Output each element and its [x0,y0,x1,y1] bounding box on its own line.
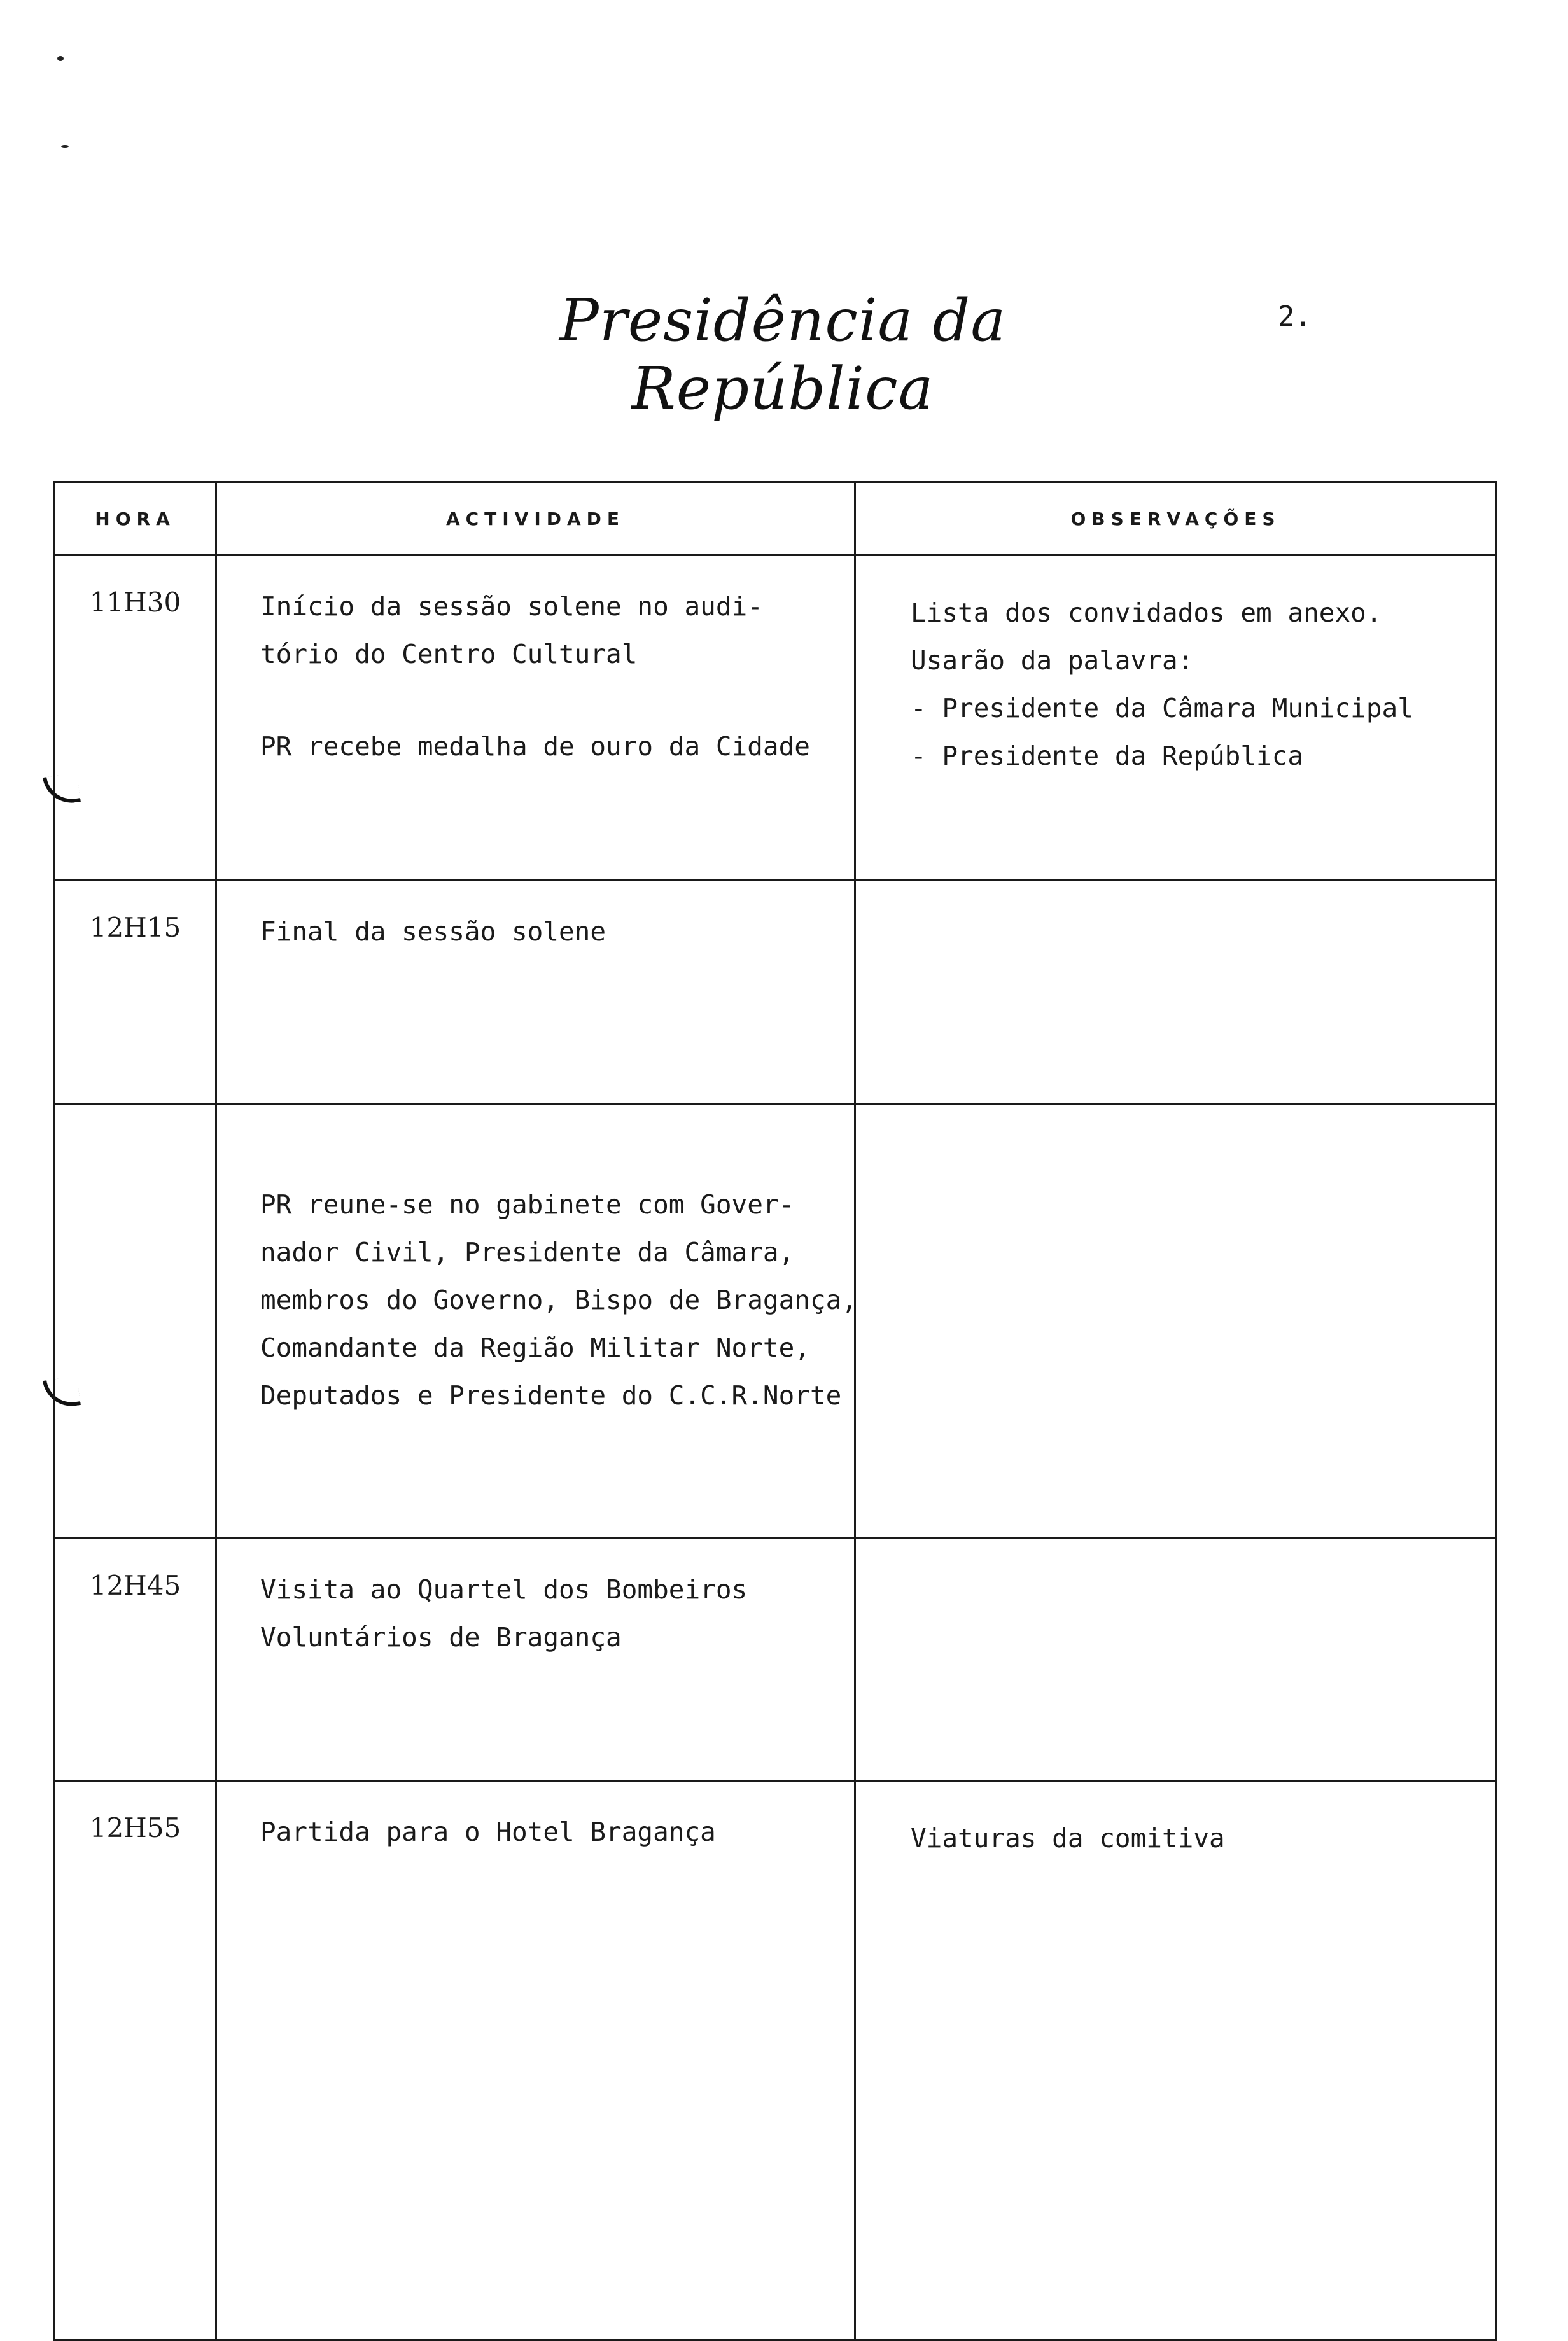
time-cell: 12H15 [55,881,216,1104]
scan-speck [57,56,64,61]
time-cell: 12H55 [55,1781,216,2340]
activity-line: Final da sessão solene [260,916,606,947]
activity-line: tório do Centro Cultural [260,639,638,669]
activity-line: Voluntários de Bragança [260,1622,622,1653]
table-row [55,1104,1497,1539]
observations-cell [855,556,1497,881]
activity-line: Comandante da Região Militar Norte, [260,1332,810,1363]
observations-cell [855,1781,1497,2340]
observation-line: Viaturas da comitiva [911,1823,1225,1854]
activity-line: PR reune-se no gabinete com Gover- [260,1189,795,1220]
table-row [55,881,1497,1104]
scan-speck [61,145,69,148]
time-cell: 12H45 [55,1539,216,1781]
activity-cell [216,1781,855,2340]
observations-cell [855,1539,1497,1781]
table-row [55,1781,1497,2340]
observations-cell [855,881,1497,1104]
table-header-row [55,482,1497,556]
observation-line: Usarão da palavra: [911,645,1194,676]
time-cell: 11H30 [55,556,216,881]
table-row [55,556,1497,881]
column-header-hora: HORA [55,482,216,556]
page-number: 2. [1278,300,1312,333]
activity-line: Visita ao Quartel dos Bombeiros [260,1574,748,1605]
column-header-observacoes: OBSERVAÇÕES [855,482,1497,556]
activity-cell [216,556,855,881]
activity-line: membros do Governo, Bispo de Bragança, [260,1285,857,1315]
activity-cell [216,881,855,1104]
observations-cell [855,1104,1497,1539]
observation-line: - Presidente da Câmara Municipal [911,693,1413,723]
column-header-actividade: ACTIVIDADE [216,482,855,556]
activity-line: Deputados e Presidente do C.C.R.Norte [260,1380,842,1411]
blank-line [260,678,829,723]
activity-line: Partida para o Hotel Bragança [260,1817,716,1847]
activity-cell [216,1104,855,1539]
time-cell [55,1104,216,1539]
activity-cell [216,1539,855,1781]
observation-line: Lista dos convidados em anexo. [911,597,1382,628]
schedule-table [53,481,1497,2341]
letterhead-title: Presidência da República [559,286,1007,423]
table-row [55,1539,1497,1781]
activity-line: PR recebe medalha de ouro da Cidade [260,731,810,762]
observation-line: - Presidente da República [911,741,1304,771]
activity-line: nador Civil, Presidente da Câmara, [260,1237,795,1268]
activity-line: Início da sessão solene no audi- [260,591,763,622]
